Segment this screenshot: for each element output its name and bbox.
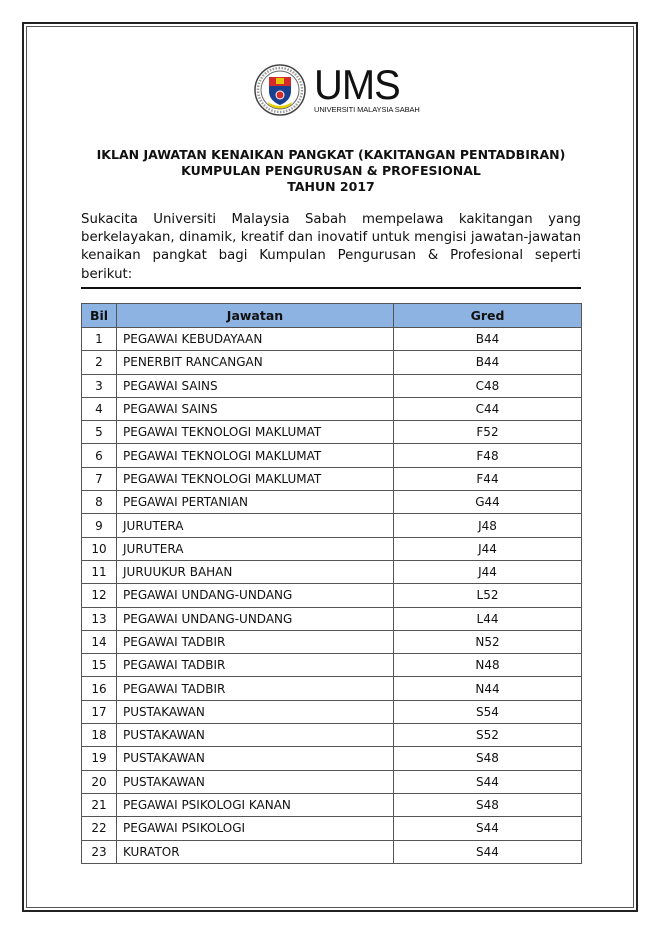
position-name: PEGAWAI TADBIR <box>117 630 394 653</box>
grade: B44 <box>394 351 582 374</box>
row-number: 15 <box>82 654 117 677</box>
grade: S48 <box>394 793 582 816</box>
row-number: 18 <box>82 724 117 747</box>
row-number: 16 <box>82 677 117 700</box>
positions-table <box>81 303 582 864</box>
table-row <box>82 467 582 490</box>
table-row <box>82 607 582 630</box>
grade: G44 <box>394 491 582 514</box>
row-number: 21 <box>82 793 117 816</box>
table-row <box>82 840 582 863</box>
row-number: 8 <box>82 491 117 514</box>
grade: J48 <box>394 514 582 537</box>
row-number: 7 <box>82 467 117 490</box>
row-number: 5 <box>82 421 117 444</box>
row-number: 10 <box>82 537 117 560</box>
position-name: PEGAWAI TEKNOLOGI MAKLUMAT <box>117 421 394 444</box>
table-row <box>82 351 582 374</box>
table-row <box>82 770 582 793</box>
position-name: PEGAWAI PSIKOLOGI <box>117 817 394 840</box>
column-header-bil: Bil <box>82 304 117 328</box>
position-name: PUSTAKAWAN <box>117 700 394 723</box>
table-row <box>82 630 582 653</box>
position-name: PEGAWAI UNDANG-UNDANG <box>117 584 394 607</box>
table-row <box>82 654 582 677</box>
column-header-gred: Gred <box>394 304 582 328</box>
grade: F48 <box>394 444 582 467</box>
row-number: 23 <box>82 840 117 863</box>
position-name: PEGAWAI TADBIR <box>117 654 394 677</box>
table-row <box>82 724 582 747</box>
table-header-row <box>82 304 582 328</box>
row-number: 22 <box>82 817 117 840</box>
position-name: JURUTERA <box>117 537 394 560</box>
row-number: 4 <box>82 397 117 420</box>
table-row <box>82 747 582 770</box>
grade: L44 <box>394 607 582 630</box>
table-row <box>82 328 582 351</box>
position-name: PENERBIT RANCANGAN <box>117 351 394 374</box>
position-name: KURATOR <box>117 840 394 863</box>
position-name: JURUUKUR BAHAN <box>117 560 394 583</box>
grade: F44 <box>394 467 582 490</box>
row-number: 20 <box>82 770 117 793</box>
row-number: 1 <box>82 328 117 351</box>
grade: B44 <box>394 328 582 351</box>
row-number: 9 <box>82 514 117 537</box>
table-row <box>82 677 582 700</box>
table-row <box>82 793 582 816</box>
position-name: JURUTERA <box>117 514 394 537</box>
grade: J44 <box>394 537 582 560</box>
table-row <box>82 700 582 723</box>
position-name: PEGAWAI SAINS <box>117 374 394 397</box>
position-name: PUSTAKAWAN <box>117 770 394 793</box>
table-row <box>82 421 582 444</box>
grade: C44 <box>394 397 582 420</box>
grade: F52 <box>394 421 582 444</box>
position-name: PUSTAKAWAN <box>117 724 394 747</box>
grade: S44 <box>394 817 582 840</box>
position-name: PEGAWAI PSIKOLOGI KANAN <box>117 793 394 816</box>
ums-logo <box>254 61 420 116</box>
position-name: PEGAWAI KEBUDAYAAN <box>117 328 394 351</box>
position-name: PEGAWAI TADBIR <box>117 677 394 700</box>
row-number: 14 <box>82 630 117 653</box>
position-name: PEGAWAI TEKNOLOGI MAKLUMAT <box>117 444 394 467</box>
table-row <box>82 491 582 514</box>
position-name: PEGAWAI PERTANIAN <box>117 491 394 514</box>
table-row <box>82 397 582 420</box>
grade: C48 <box>394 374 582 397</box>
row-number: 17 <box>82 700 117 723</box>
row-number: 13 <box>82 607 117 630</box>
grade: S48 <box>394 747 582 770</box>
table-row <box>82 514 582 537</box>
grade: N48 <box>394 654 582 677</box>
column-header-jawatan: Jawatan <box>117 304 394 328</box>
table-row <box>82 374 582 397</box>
intro-paragraph: Sukacita Universiti Malaysia Sabah mempelawa kakitangan yang berkelayakan, dinamik, kreatif dan inovatif untuk mengisi jawatan-jawatan kenaikan pangkat bagi Kumpulan Pengurusan & Profesional seperti berikut: <box>81 212 581 282</box>
row-number: 11 <box>82 560 117 583</box>
table-row <box>82 817 582 840</box>
row-number: 3 <box>82 374 117 397</box>
logo-full-name: UNIVERSITI MALAYSIA SABAH <box>314 105 420 114</box>
logo-acronym: UMS <box>314 61 400 108</box>
page-title-line1: IKLAN JAWATAN KENAIKAN PANGKAT (KAKITANGAN PENTADBIRAN) <box>96 147 566 162</box>
table-row <box>82 584 582 607</box>
grade: S54 <box>394 700 582 723</box>
position-name: PEGAWAI TEKNOLOGI MAKLUMAT <box>117 467 394 490</box>
table-row <box>82 444 582 467</box>
grade: S44 <box>394 840 582 863</box>
position-name: PUSTAKAWAN <box>117 747 394 770</box>
grade: N44 <box>394 677 582 700</box>
grade: J44 <box>394 560 582 583</box>
grade: S52 <box>394 724 582 747</box>
table-row <box>82 537 582 560</box>
grade: N52 <box>394 630 582 653</box>
row-number: 12 <box>82 584 117 607</box>
row-number: 2 <box>82 351 117 374</box>
horizontal-divider <box>81 287 581 289</box>
grade: S44 <box>394 770 582 793</box>
position-name: PEGAWAI UNDANG-UNDANG <box>117 607 394 630</box>
position-name: PEGAWAI SAINS <box>117 397 394 420</box>
page-title-line2: KUMPULAN PENGURUSAN & PROFESIONAL <box>181 163 481 178</box>
row-number: 19 <box>82 747 117 770</box>
table-row <box>82 560 582 583</box>
row-number: 6 <box>82 444 117 467</box>
ums-crest-icon <box>254 64 306 116</box>
page-title-line3: TAHUN 2017 <box>287 179 375 194</box>
grade: L52 <box>394 584 582 607</box>
